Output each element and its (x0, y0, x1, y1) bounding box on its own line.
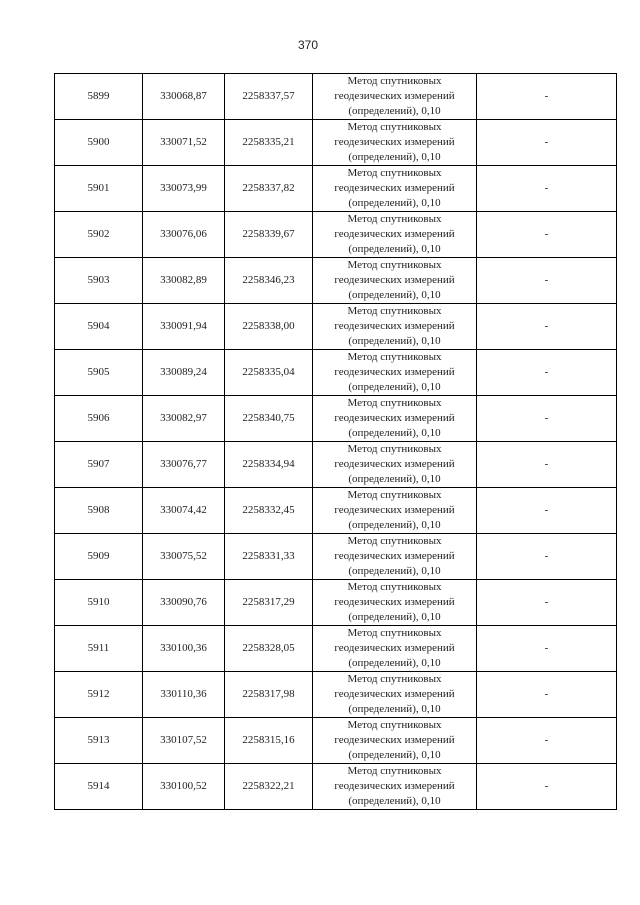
y-coordinate-cell: 2258317,98 (225, 672, 313, 718)
extra-cell: - (477, 442, 617, 488)
method-line: Метод спутниковых (347, 673, 442, 685)
method-line: (определений), 0,10 (348, 565, 441, 577)
method-line: Метод спутниковых (347, 75, 442, 87)
method-cell (313, 672, 477, 718)
y-coordinate-cell: 2258337,57 (225, 74, 313, 120)
point-number-cell: 5905 (55, 350, 143, 396)
y-coordinate-cell: 2258346,23 (225, 258, 313, 304)
table-row (55, 764, 617, 810)
method-line: геодезических измерений (334, 320, 455, 332)
extra-cell: - (477, 304, 617, 350)
extra-cell: - (477, 718, 617, 764)
method-line: геодезических измерений (334, 228, 455, 240)
method-line: (определений), 0,10 (348, 427, 441, 439)
point-number-cell: 5908 (55, 488, 143, 534)
x-coordinate-cell: 330074,42 (143, 488, 225, 534)
method-cell (313, 212, 477, 258)
method-line: (определений), 0,10 (348, 611, 441, 623)
point-number-cell: 5907 (55, 442, 143, 488)
method-line: Метод спутниковых (347, 581, 442, 593)
table-row (55, 350, 617, 396)
y-coordinate-cell: 2258322,21 (225, 764, 313, 810)
point-number-cell: 5912 (55, 672, 143, 718)
method-line: геодезических измерений (334, 504, 455, 516)
x-coordinate-cell: 330073,99 (143, 166, 225, 212)
coordinates-table (54, 73, 617, 810)
method-line: геодезических измерений (334, 182, 455, 194)
table-row (55, 534, 617, 580)
method-line: Метод спутниковых (347, 167, 442, 179)
table-row (55, 626, 617, 672)
x-coordinate-cell: 330091,94 (143, 304, 225, 350)
method-line: (определений), 0,10 (348, 381, 441, 393)
table-row (55, 120, 617, 166)
method-line: геодезических измерений (334, 458, 455, 470)
x-coordinate-cell: 330100,52 (143, 764, 225, 810)
extra-cell: - (477, 534, 617, 580)
extra-cell: - (477, 764, 617, 810)
method-line: (определений), 0,10 (348, 749, 441, 761)
method-line: Метод спутниковых (347, 213, 442, 225)
extra-cell: - (477, 74, 617, 120)
method-cell (313, 580, 477, 626)
method-line: (определений), 0,10 (348, 473, 441, 485)
method-line: (определений), 0,10 (348, 335, 441, 347)
x-coordinate-cell: 330100,36 (143, 626, 225, 672)
method-line: Метод спутниковых (347, 765, 442, 777)
y-coordinate-cell: 2258338,00 (225, 304, 313, 350)
table-row (55, 304, 617, 350)
y-coordinate-cell: 2258337,82 (225, 166, 313, 212)
x-coordinate-cell: 330107,52 (143, 718, 225, 764)
extra-cell: - (477, 580, 617, 626)
method-cell (313, 718, 477, 764)
method-cell (313, 74, 477, 120)
method-line: геодезических измерений (334, 780, 455, 792)
method-line: Метод спутниковых (347, 489, 442, 501)
method-cell (313, 442, 477, 488)
x-coordinate-cell: 330076,06 (143, 212, 225, 258)
point-number-cell: 5913 (55, 718, 143, 764)
method-line: Метод спутниковых (347, 305, 442, 317)
method-line: Метод спутниковых (347, 259, 442, 271)
method-line: геодезических измерений (334, 274, 455, 286)
method-line: (определений), 0,10 (348, 657, 441, 669)
extra-cell: - (477, 488, 617, 534)
table-row (55, 212, 617, 258)
method-line: геодезических измерений (334, 688, 455, 700)
y-coordinate-cell: 2258335,21 (225, 120, 313, 166)
table-row (55, 718, 617, 764)
x-coordinate-cell: 330068,87 (143, 74, 225, 120)
extra-cell: - (477, 120, 617, 166)
method-cell (313, 350, 477, 396)
method-line: Метод спутниковых (347, 397, 442, 409)
table-row (55, 258, 617, 304)
point-number-cell: 5914 (55, 764, 143, 810)
table-body (55, 74, 617, 810)
method-line: геодезических измерений (334, 366, 455, 378)
method-cell (313, 396, 477, 442)
x-coordinate-cell: 330090,76 (143, 580, 225, 626)
point-number-cell: 5903 (55, 258, 143, 304)
method-cell (313, 258, 477, 304)
method-cell (313, 488, 477, 534)
table-row (55, 672, 617, 718)
table-row (55, 396, 617, 442)
method-line: Метод спутниковых (347, 627, 442, 639)
table-row (55, 488, 617, 534)
method-cell (313, 166, 477, 212)
y-coordinate-cell: 2258328,05 (225, 626, 313, 672)
extra-cell: - (477, 166, 617, 212)
point-number-cell: 5910 (55, 580, 143, 626)
method-line: (определений), 0,10 (348, 519, 441, 531)
method-cell (313, 534, 477, 580)
y-coordinate-cell: 2258332,45 (225, 488, 313, 534)
point-number-cell: 5906 (55, 396, 143, 442)
method-line: Метод спутниковых (347, 535, 442, 547)
method-line: (определений), 0,10 (348, 197, 441, 209)
method-line: Метод спутниковых (347, 443, 442, 455)
y-coordinate-cell: 2258335,04 (225, 350, 313, 396)
point-number-cell: 5902 (55, 212, 143, 258)
method-cell (313, 764, 477, 810)
x-coordinate-cell: 330076,77 (143, 442, 225, 488)
method-line: геодезических измерений (334, 90, 455, 102)
method-cell (313, 304, 477, 350)
method-cell (313, 120, 477, 166)
page-number: 370 (297, 38, 319, 52)
x-coordinate-cell: 330075,52 (143, 534, 225, 580)
method-cell (313, 626, 477, 672)
method-line: (определений), 0,10 (348, 105, 441, 117)
table-row (55, 580, 617, 626)
extra-cell: - (477, 350, 617, 396)
y-coordinate-cell: 2258334,94 (225, 442, 313, 488)
extra-cell: - (477, 212, 617, 258)
method-line: геодезических измерений (334, 596, 455, 608)
x-coordinate-cell: 330082,89 (143, 258, 225, 304)
x-coordinate-cell: 330071,52 (143, 120, 225, 166)
method-line: Метод спутниковых (347, 719, 442, 731)
method-line: (определений), 0,10 (348, 703, 441, 715)
method-line: геодезических измерений (334, 550, 455, 562)
y-coordinate-cell: 2258317,29 (225, 580, 313, 626)
method-line: геодезических измерений (334, 136, 455, 148)
y-coordinate-cell: 2258340,75 (225, 396, 313, 442)
y-coordinate-cell: 2258315,16 (225, 718, 313, 764)
point-number-cell: 5900 (55, 120, 143, 166)
table-row (55, 166, 617, 212)
method-line: (определений), 0,10 (348, 243, 441, 255)
method-line: геодезических измерений (334, 412, 455, 424)
table-row (55, 74, 617, 120)
point-number-cell: 5909 (55, 534, 143, 580)
point-number-cell: 5901 (55, 166, 143, 212)
extra-cell: - (477, 626, 617, 672)
method-line: Метод спутниковых (347, 351, 442, 363)
method-line: геодезических измерений (334, 642, 455, 654)
method-line: Метод спутниковых (347, 121, 442, 133)
table-row (55, 442, 617, 488)
method-line: геодезических измерений (334, 734, 455, 746)
extra-cell: - (477, 258, 617, 304)
x-coordinate-cell: 330082,97 (143, 396, 225, 442)
extra-cell: - (477, 396, 617, 442)
point-number-cell: 5911 (55, 626, 143, 672)
point-number-cell: 5899 (55, 74, 143, 120)
y-coordinate-cell: 2258331,33 (225, 534, 313, 580)
extra-cell: - (477, 672, 617, 718)
method-line: (определений), 0,10 (348, 151, 441, 163)
method-line: (определений), 0,10 (348, 795, 441, 807)
method-line: (определений), 0,10 (348, 289, 441, 301)
y-coordinate-cell: 2258339,67 (225, 212, 313, 258)
x-coordinate-cell: 330110,36 (143, 672, 225, 718)
point-number-cell: 5904 (55, 304, 143, 350)
x-coordinate-cell: 330089,24 (143, 350, 225, 396)
